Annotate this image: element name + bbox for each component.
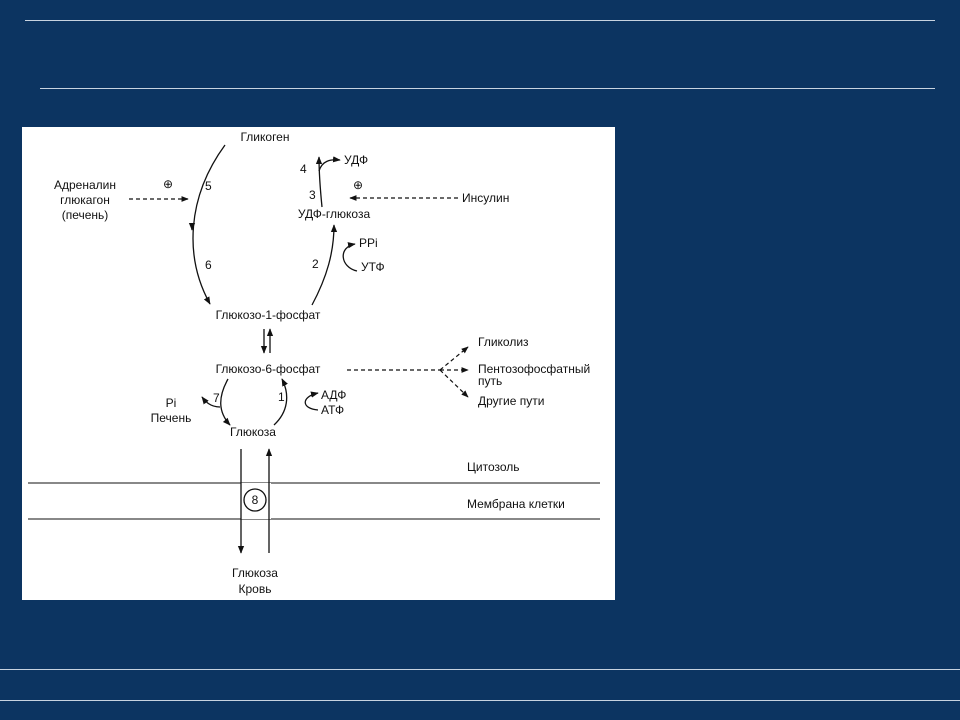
- bottom-rule-2: [0, 700, 960, 701]
- ppi-label: PPi: [359, 236, 378, 250]
- arrow-atp-adp: [305, 393, 318, 410]
- glycolysis-label: Гликолиз: [478, 335, 529, 349]
- glycogen-label: Гликоген: [240, 130, 290, 144]
- arrow-step-7: [221, 379, 230, 425]
- step-3: 3: [309, 188, 316, 202]
- arrow-step-5-6: [193, 145, 225, 304]
- membrane-label: Мембрана клетки: [467, 497, 565, 511]
- udp-glucose-label: УДФ-глюкоза: [297, 207, 371, 221]
- ppp-label-line2: путь: [478, 374, 503, 388]
- step-5: 5: [205, 179, 212, 193]
- step-7: 7: [213, 391, 220, 405]
- adp-label: АДФ: [321, 388, 347, 402]
- glucagon-label: глюкагон: [60, 193, 110, 207]
- liver-paren-label: (печень): [61, 208, 109, 222]
- insulin-label: Инсулин: [462, 191, 510, 205]
- diagram-svg: [22, 127, 615, 600]
- pi-label: Pi: [165, 396, 177, 410]
- blood-label: Кровь: [238, 582, 272, 596]
- adrenaline-label: Адреналин: [54, 178, 116, 192]
- g6p-label: Глюкозо-6-фосфат: [215, 362, 321, 376]
- branch-other: [440, 370, 468, 397]
- atp-label: АТФ: [321, 403, 345, 417]
- step-8: 8: [251, 493, 259, 507]
- top-rule-1: [25, 20, 935, 21]
- arrow-ppi-utp: [343, 244, 357, 271]
- arrow-step-3: [319, 157, 322, 207]
- branch-glycolysis: [440, 347, 468, 370]
- udp-label: УДФ: [344, 153, 369, 167]
- step-2: 2: [312, 257, 319, 271]
- ppp-label-line1: Пентозофосфатный: [478, 362, 591, 376]
- glucose-label: Глюкоза: [230, 425, 276, 439]
- liver-label: Печень: [150, 411, 192, 425]
- top-rule-2: [40, 88, 935, 89]
- glucose-blood-label: Глюкоза: [232, 566, 278, 580]
- step-1: 1: [278, 390, 285, 404]
- g1p-label: Глюкозо-1-фосфат: [215, 308, 321, 322]
- other-paths-label: Другие пути: [478, 394, 545, 408]
- glycogen-metabolism-diagram: [22, 127, 615, 600]
- cytosol-label: Цитозоль: [467, 460, 520, 474]
- activation-plus-right: ⊕: [352, 178, 364, 192]
- utp-label: УТФ: [361, 260, 385, 274]
- step-4: 4: [300, 162, 307, 176]
- arrow-udp: [319, 160, 340, 171]
- step-6: 6: [205, 258, 212, 272]
- bottom-rule-1: [0, 669, 960, 670]
- activation-plus-left: ⊕: [162, 177, 174, 191]
